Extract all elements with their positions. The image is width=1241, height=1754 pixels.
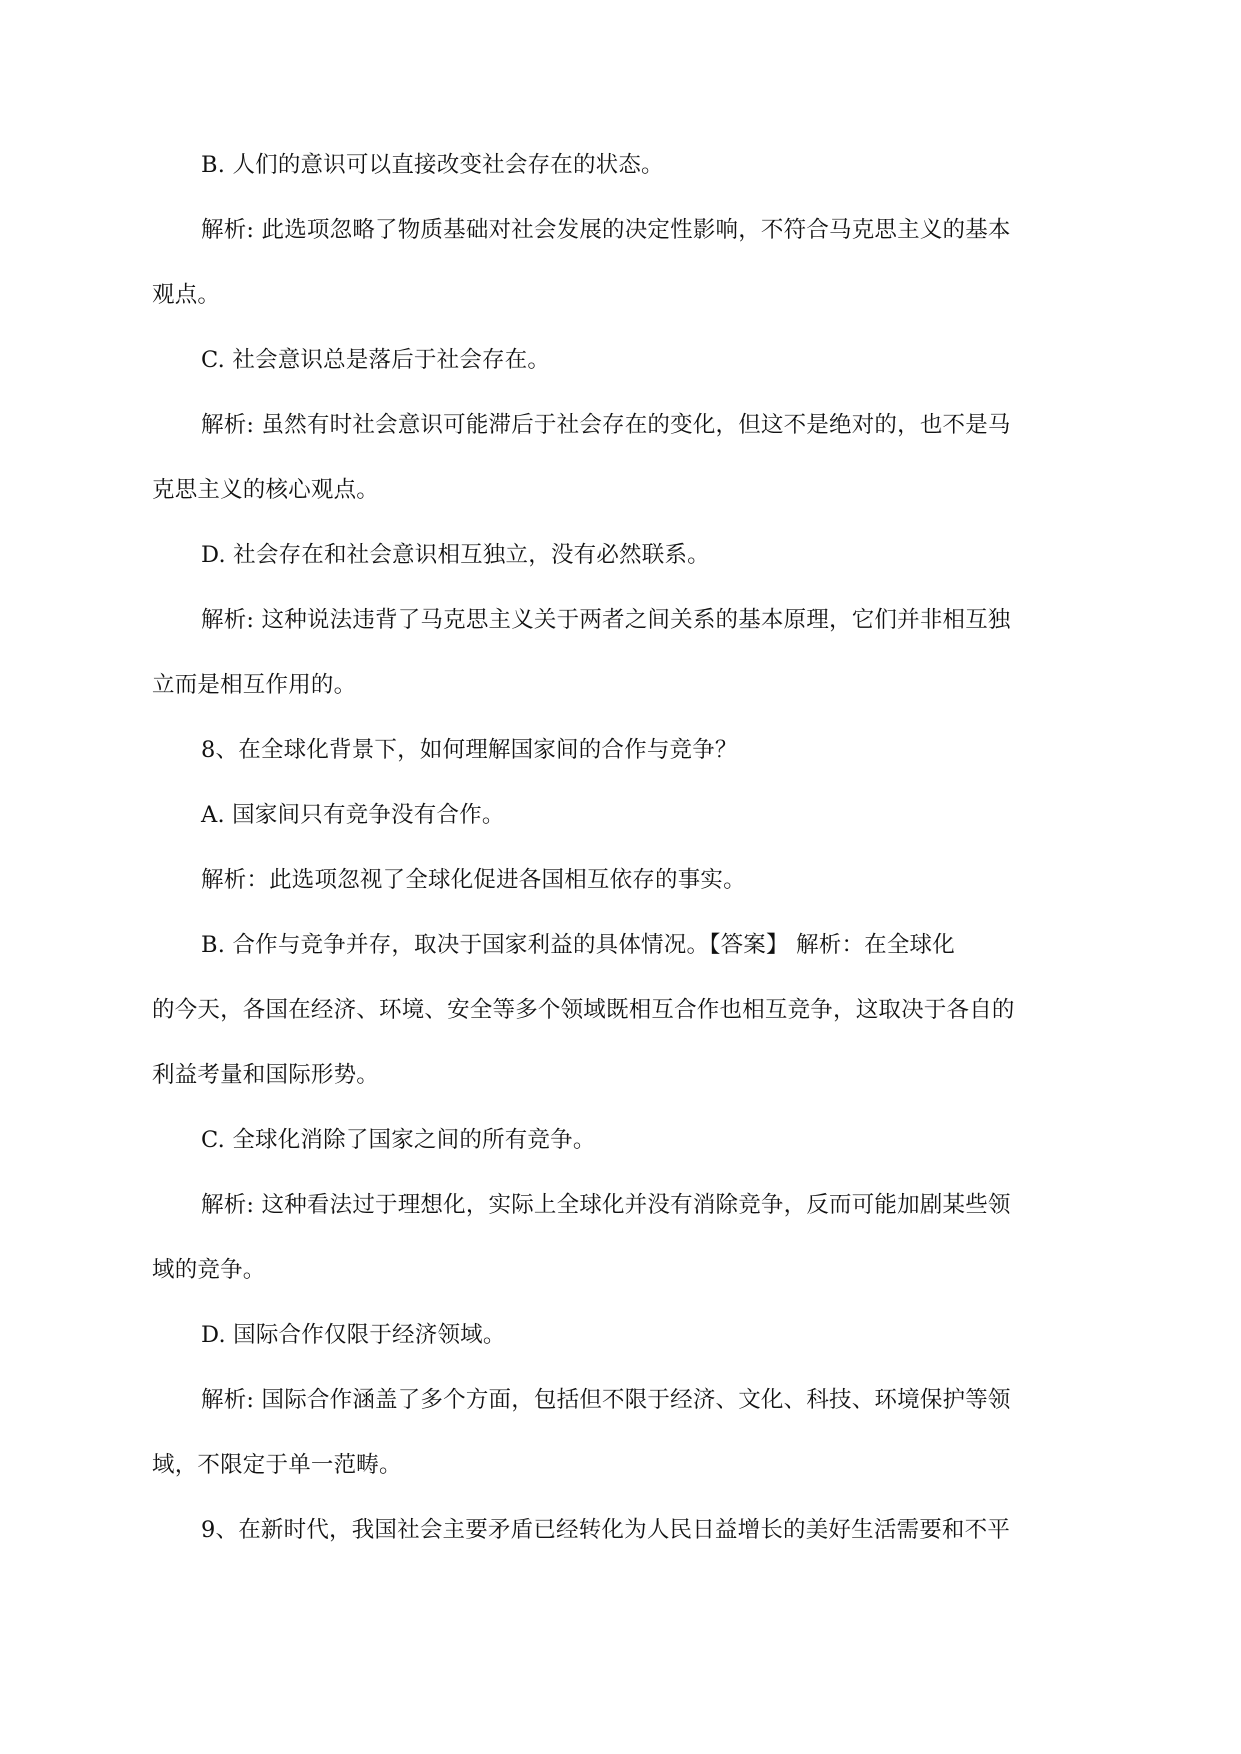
analysis-text: 解析: 这种看法过于理想化，实际上全球化并没有消除竞争，反而可能加剧某些领 xyxy=(201,1192,1011,1218)
question-8-text: 8、在全球化背景下，如何理解国家间的合作与竞争？ xyxy=(201,737,738,763)
analysis-text-continued: 观点。 xyxy=(152,282,221,308)
option-b-text: B. 人们的意识可以直接改变社会存在的状态。 xyxy=(201,152,664,178)
option-d-text: D. 国际合作仅限于经济领域。 xyxy=(201,1322,506,1348)
option-c-text: C. 全球化消除了国家之间的所有竞争。 xyxy=(201,1127,596,1153)
analysis-text: 解析：此选项忽视了全球化促进各国相互依存的事实。 xyxy=(201,867,746,893)
analysis-text-continued: 的今天，各国在经济、环境、安全等多个领域既相互合作也相互竞争，这取决于各自的 xyxy=(152,997,1015,1023)
option-d-text: D. 社会存在和社会意识相互独立，没有必然联系。 xyxy=(201,542,710,568)
analysis-text-continued: 利益考量和国际形势。 xyxy=(152,1062,380,1088)
analysis-text: 解析: 虽然有时社会意识可能滞后于社会存在的变化，但这不是绝对的，也不是马 xyxy=(201,412,1011,438)
question-9-text: 9、在新时代，我国社会主要矛盾已经转化为人民日益增长的美好生活需要和不平 xyxy=(201,1517,1011,1543)
option-a-text: A. 国家间只有竞争没有合作。 xyxy=(201,802,505,828)
analysis-text-continued: 域，不限定于单一范畴。 xyxy=(152,1452,402,1478)
analysis-text: 解析: 国际合作涵盖了多个方面，包括但不限于经济、文化、科技、环境保护等领 xyxy=(201,1387,1011,1413)
analysis-text: 解析: 此选项忽略了物质基础对社会发展的决定性影响，不符合马克思主义的基本 xyxy=(201,217,1011,243)
analysis-text-continued: 克思主义的核心观点。 xyxy=(152,477,380,503)
analysis-text-continued: 域的竞争。 xyxy=(152,1257,266,1283)
analysis-text-continued: 立而是相互作用的。 xyxy=(152,672,357,698)
option-b-answer-text: B. 合作与竞争并存，取决于国家利益的具体情况。【答案】 解析：在全球化 xyxy=(201,932,955,958)
option-c-text: C. 社会意识总是落后于社会存在。 xyxy=(201,347,551,373)
analysis-text: 解析: 这种说法违背了马克思主义关于两者之间关系的基本原理，它们并非相互独 xyxy=(201,607,1011,633)
